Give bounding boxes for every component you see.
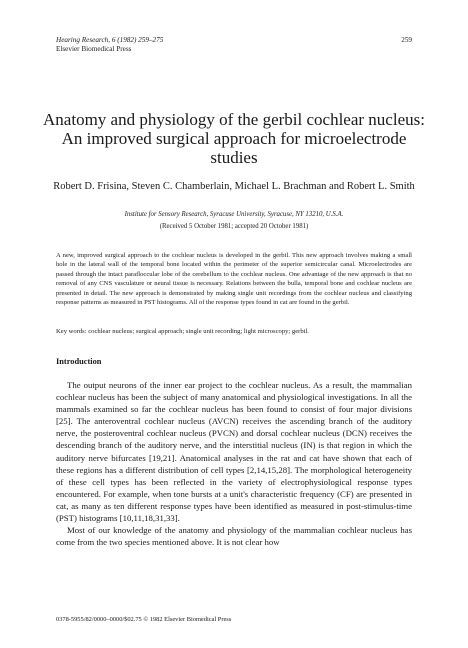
section-heading-introduction: Introduction: [56, 357, 102, 366]
body-paragraph: The output neurons of the inner ear project to the cochlear nucleus. As a result, the mammalian cochlear nucleus has been the subject of many anatomical and physiological investigations. In all the mammals examined so far the cochlear nucleus has been found to consist of four major divisions [25]. The anteroventral cochlear nucleus (AVCN) receives the ascending branch of the auditory nerve, the posteroventral cochlear nucleus (PVCN) and dorsal cochlear nucleus (DCN) receives the descending branch of the auditory nerve, and the interstitial nucleus (IN) is that region in which the auditory nerve bifurcates [19,21]. Anatomical analyses in the rat and cat have shown that each of these regions has a different distribution of cell types [2,14,15,28]. The morphological heterogeneity of these cell types has been reflected in the variety of electrophysiological response types encountered. For example, when tone bursts at a unit's characteristic frequency (CF) are presented in cat, as many as ten different response types have been identified as measured in post-stimulus-time (PST) histograms [10,11,18,31,33].: [56, 380, 412, 524]
publisher-name: Elsevier Biomedical Press: [56, 45, 132, 53]
introduction-body: [56, 379, 412, 548]
body-paragraph: Most of our knowledge of the anatomy and physiology of the mammalian cochlear nucleus has come from the two species mentioned above. It is not clear how: [56, 525, 412, 548]
author-list: Robert D. Frisina, Steven C. Chamberlain, Michael L. Brachman and Robert L. Smith: [53, 181, 415, 192]
running-header: [56, 36, 412, 54]
received-dates: (Received 5 October 1981; accepted 20 October 1981): [159, 223, 309, 230]
page-number: 259: [401, 36, 412, 44]
keywords: Key words: cochlear nucleus; surgical approach; single unit recording; light microscopy; gerbil.: [56, 328, 309, 335]
copyright-footer: 0378-5955/82/0000–0000/$02.75 © 1982 Elsevier Biomedical Press: [56, 616, 232, 623]
journal-citation: Hearing Research, 6 (1982) 259–275: [56, 36, 164, 44]
abstract: A new, improved surgical approach to the cochlear nucleus is developed in the gerbil. This new approach involves making a small hole in the lateral wall of the temporal bone located within the perimeter of the superior semicircular canal. Microelectrodes are passed through the intact parafloccular lobe of the cerebellum to the cochlear nucleus. One advantage of the new approach is that no removal of any CNS vasculature or neural tissue is necessary. Relations between the bulla, temporal bone and cochlear nucleus are presented in detail. The new approach is demonstrated by making single unit recordings from the cochlear nucleus and classifying response patterns as measured in PST histograms. All of the response types found in cat are found in the gerbil.: [56, 252, 412, 307]
paper-title: Anatomy and physiology of the gerbil cochlear nucleus: An improved surgical approach for microelectrode studies: [43, 110, 425, 167]
affiliation: Institute for Sensory Research, Syracuse University, Syracuse, NY 13210, U.S.A.: [124, 211, 344, 218]
